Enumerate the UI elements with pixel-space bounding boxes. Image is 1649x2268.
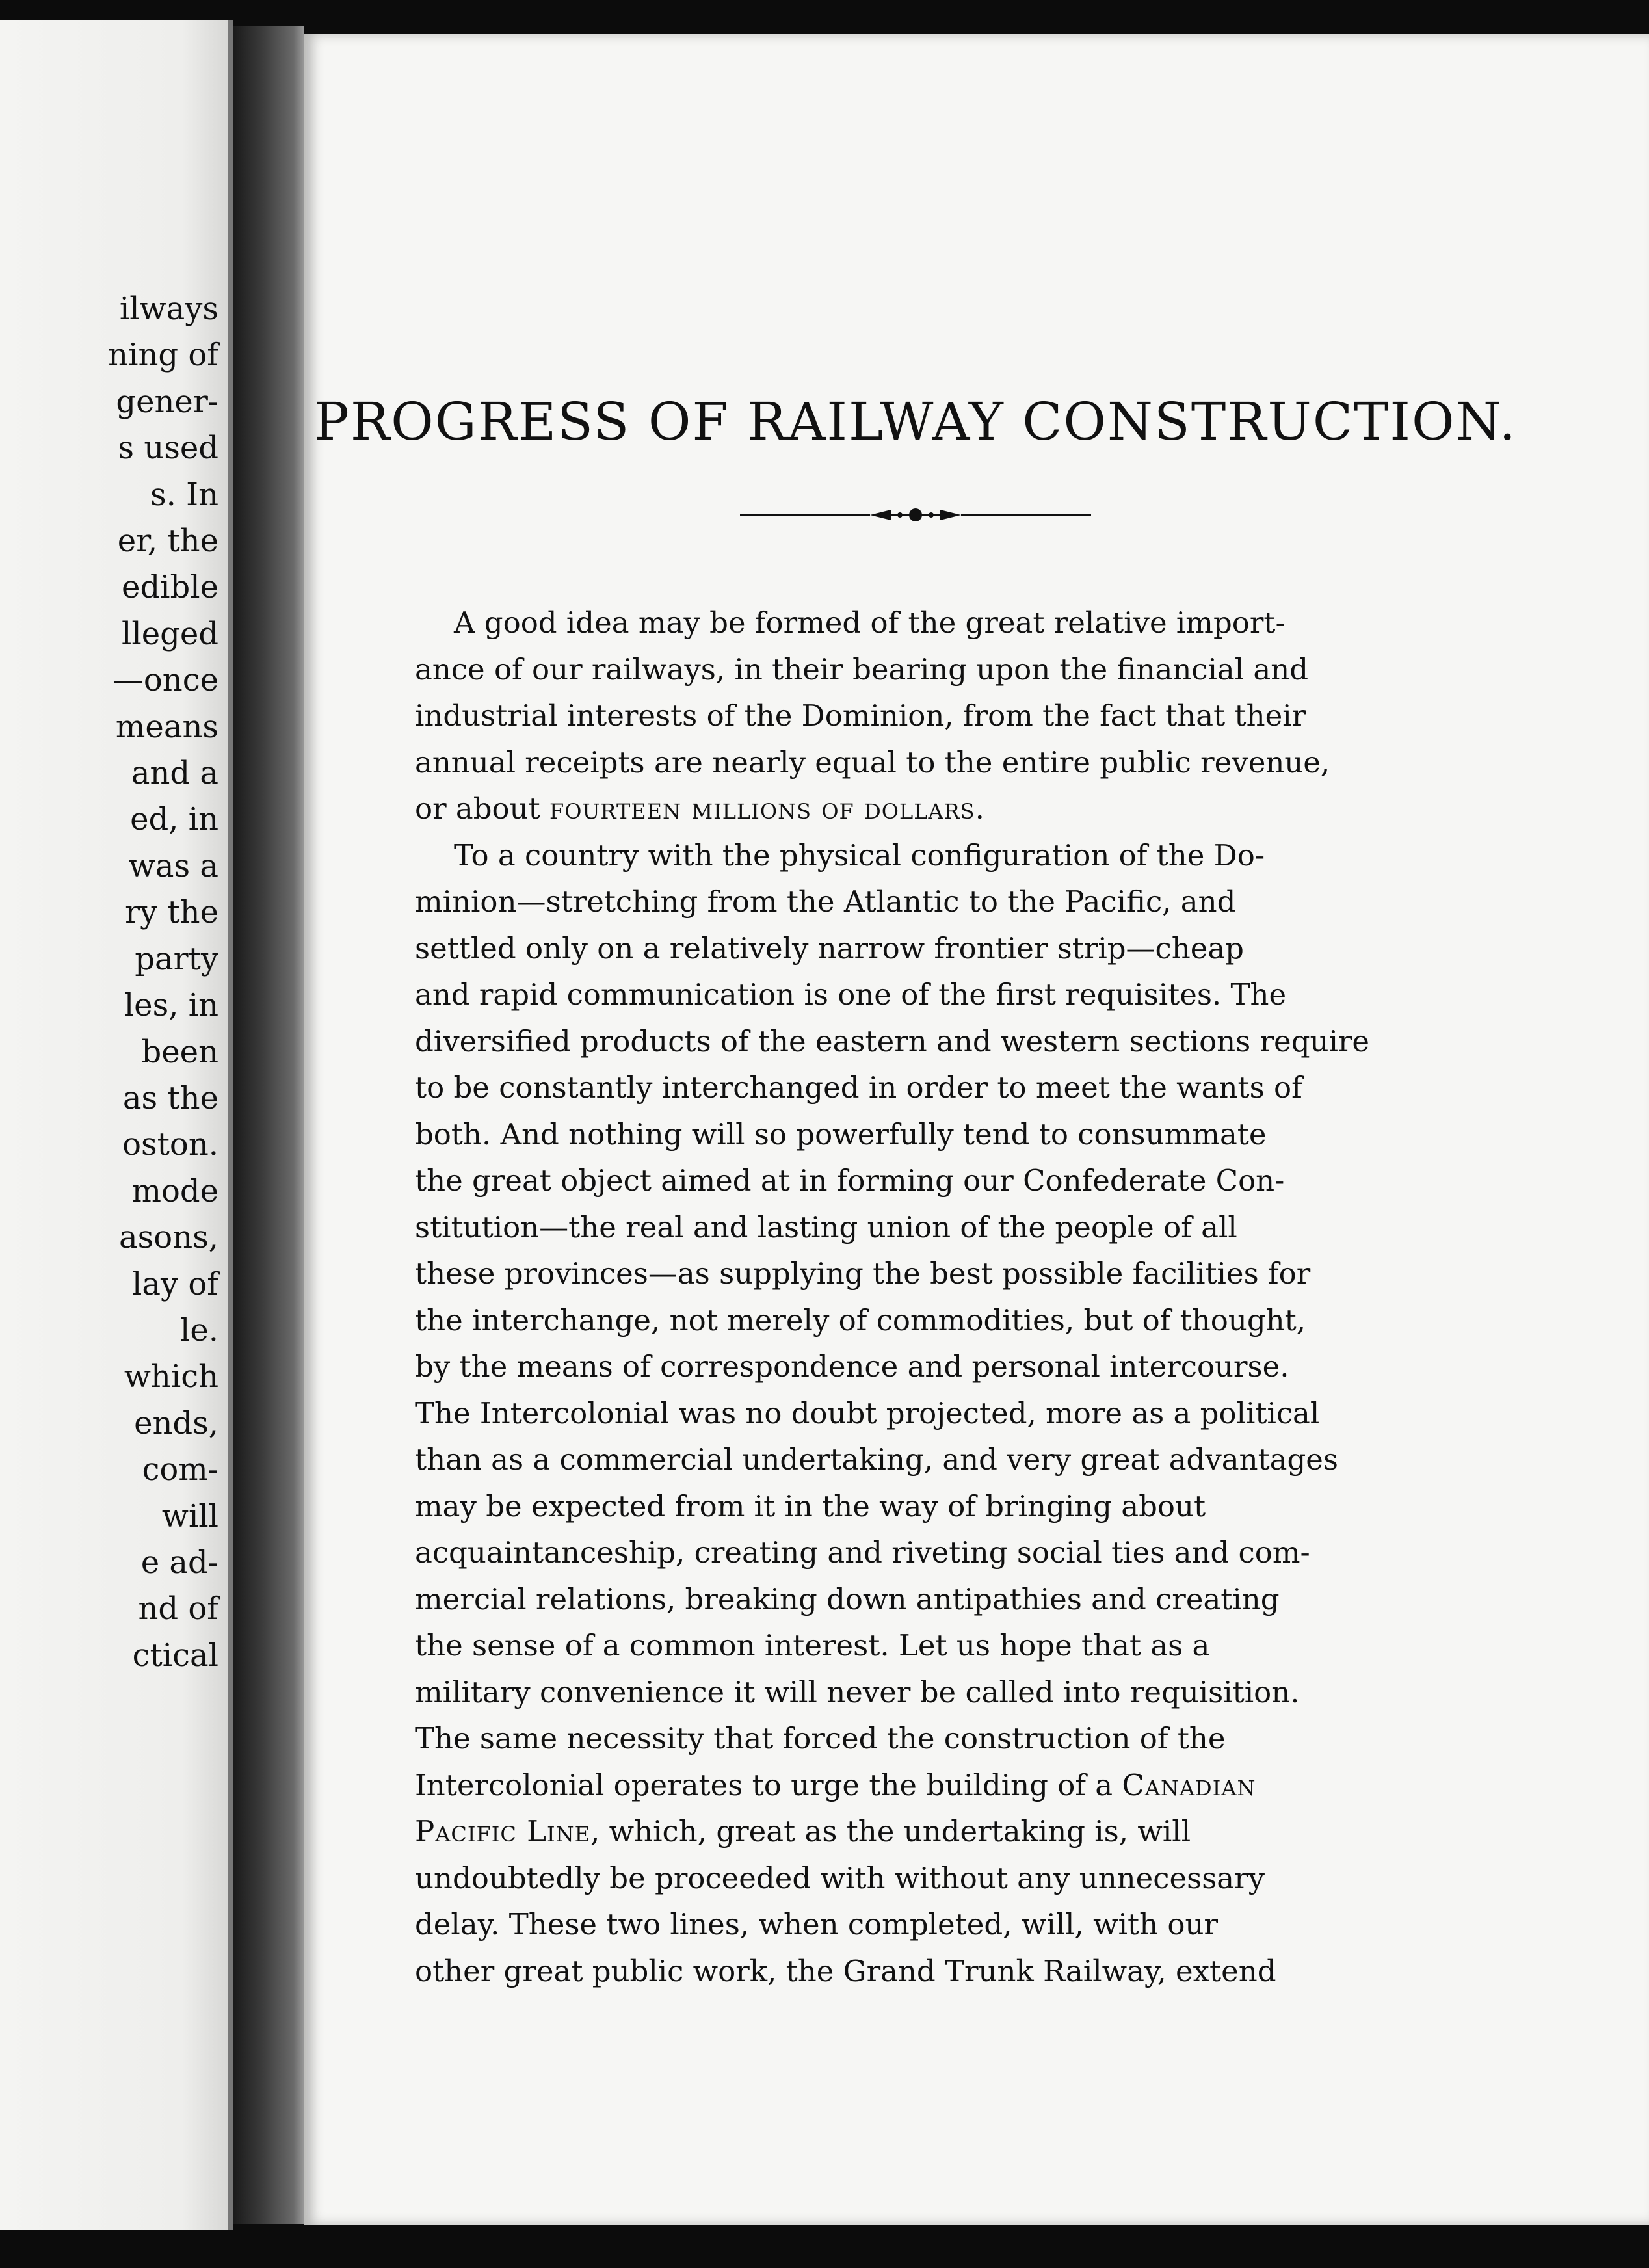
small-caps-run: Pacific Line [415, 1814, 591, 1849]
text-line [415, 1576, 1429, 1623]
text-line [415, 646, 1429, 693]
text-line [415, 1622, 1429, 1669]
text-line [415, 1529, 1429, 1576]
text-run: settled only on a relatively narrow frontier strip—cheap [415, 930, 1244, 966]
text-line [415, 925, 1429, 972]
text-line [415, 1343, 1429, 1390]
text-line [415, 1111, 1429, 1158]
left-page-line: as the [122, 1079, 218, 1116]
left-page-line: asons, [119, 1219, 218, 1256]
text-run: may be expected from it in the way of bringing about [415, 1488, 1206, 1523]
text-run: the great object aimed at in forming our Confederate Con- [415, 1163, 1285, 1198]
text-run: both. And nothing will so powerfully tend to consummate [415, 1116, 1267, 1152]
text-run: by the means of correspondence and personal intercourse. [415, 1349, 1289, 1384]
text-line [415, 785, 1429, 832]
text-line [415, 1064, 1429, 1111]
left-page-line: oston. [122, 1126, 218, 1163]
left-page-line: and a [131, 755, 218, 792]
text-run: Intercolonial operates to urge the building of a [415, 1767, 1122, 1802]
text-run: or about [415, 791, 550, 826]
left-page-line: nd of [138, 1590, 218, 1628]
text-run: diversified products of the eastern and western sections require [415, 1023, 1370, 1059]
text-line [415, 1297, 1429, 1344]
text-run: minion—stretching from the Atlantic to the Pacific, and [415, 884, 1236, 919]
text-line [415, 878, 1429, 925]
left-page-line: been [141, 1033, 218, 1070]
text-line [415, 832, 1429, 879]
text-run: these provinces—as supplying the best possible facilities for [415, 1256, 1311, 1291]
left-page-line: ends, [134, 1404, 218, 1442]
text-line [415, 1018, 1429, 1065]
text-run: The same necessity that forced the construction of the [415, 1721, 1226, 1756]
text-run: ance of our railways, in their bearing upon the financial and [415, 652, 1309, 687]
left-page-line: s used [118, 430, 218, 467]
left-page-line: lay of [131, 1265, 218, 1302]
left-page-text-fragment [108, 286, 218, 1679]
left-page-line: lleged [122, 615, 218, 652]
text-run: annual receipts are nearly equal to the entire public revenue, [415, 745, 1330, 780]
left-page-line: er, the [117, 523, 218, 560]
text-run: delay. These two lines, when completed, will, with our [415, 1907, 1218, 1942]
text-line [415, 971, 1429, 1018]
left-page-line: e ad- [140, 1544, 218, 1581]
text-line [415, 692, 1429, 739]
left-page-line: was a [128, 847, 218, 884]
text-line [415, 1204, 1429, 1251]
text-line [415, 1901, 1429, 1948]
text-line [415, 1715, 1429, 1762]
left-page-line: le. [179, 1312, 218, 1349]
text-line [415, 1762, 1429, 1809]
text-line [415, 1808, 1429, 1855]
text-run: military convenience it will never be called into requisition. [415, 1674, 1300, 1709]
text-line [415, 1436, 1429, 1483]
text-run: A good idea may be formed of the great relative import- [454, 605, 1286, 640]
text-line [415, 1855, 1429, 1902]
text-line [415, 1483, 1429, 1530]
text-line [415, 1250, 1429, 1297]
left-page-line: edible [122, 569, 218, 606]
page-title: PROGRESS OF RAILWAY CONSTRUCTION. [314, 391, 1517, 452]
text-run: stitution—the real and lasting union of the people of all [415, 1209, 1237, 1245]
title-ornament-rule [740, 502, 1091, 528]
text-line [415, 1157, 1429, 1204]
left-page-line: party [135, 940, 218, 977]
text-run: other great public work, the Grand Trunk Railway, extend [415, 1953, 1276, 1988]
text-run: mercial relations, breaking down antipathies and creating [415, 1581, 1280, 1616]
left-page-line: gener- [116, 383, 218, 420]
text-run: to be constantly interchanged in order to meet the wants of [415, 1070, 1302, 1105]
text-run: To a country with the physical configuration of the Do- [454, 837, 1265, 873]
left-page-line: will [161, 1497, 218, 1535]
text-line [415, 600, 1429, 646]
book-gutter [233, 26, 304, 2224]
left-facing-page [0, 20, 233, 2230]
left-page-line: ed, in [130, 801, 218, 838]
left-page-line: ilways [119, 291, 218, 327]
text-line [415, 1948, 1429, 1995]
left-page-line: les, in [124, 987, 218, 1024]
right-page [304, 34, 1649, 2225]
left-page-line: means [115, 708, 218, 745]
left-page-line: which [124, 1358, 218, 1395]
text-run: than as a commercial undertaking, and very great advantages [415, 1442, 1339, 1477]
text-run: acquaintanceship, creating and riveting social ties and com- [415, 1535, 1310, 1570]
small-caps-run: Canadian [1122, 1767, 1256, 1802]
text-run: The Intercolonial was no doubt projected, more as a political [415, 1395, 1320, 1431]
text-run: , which, great as the undertaking is, will [590, 1814, 1191, 1849]
left-page-line: s. In [150, 476, 218, 513]
text-run: the interchange, not merely of commodities, but of thought, [415, 1302, 1306, 1338]
left-page-line: ry the [125, 894, 218, 931]
text-run: the sense of a common interest. Let us hope that as a [415, 1628, 1210, 1663]
text-run: . [975, 791, 984, 826]
left-page-line: —once [112, 662, 218, 699]
small-caps-run: fourteen millions of dollars [549, 791, 975, 826]
left-page-line: mode [131, 1172, 218, 1209]
text-run: undoubtedly be proceeded with without any unnecessary [415, 1860, 1265, 1895]
text-line [415, 1390, 1429, 1437]
left-page-line: com- [142, 1451, 218, 1488]
left-page-line: ctical [132, 1637, 218, 1674]
text-line [415, 1669, 1429, 1716]
text-run: industrial interests of the Dominion, from the fact that their [415, 698, 1306, 733]
text-run: and rapid communication is one of the first requisites. The [415, 977, 1287, 1012]
left-page-line: ning of [108, 337, 218, 374]
body-text [415, 600, 1429, 1994]
text-line [415, 739, 1429, 786]
